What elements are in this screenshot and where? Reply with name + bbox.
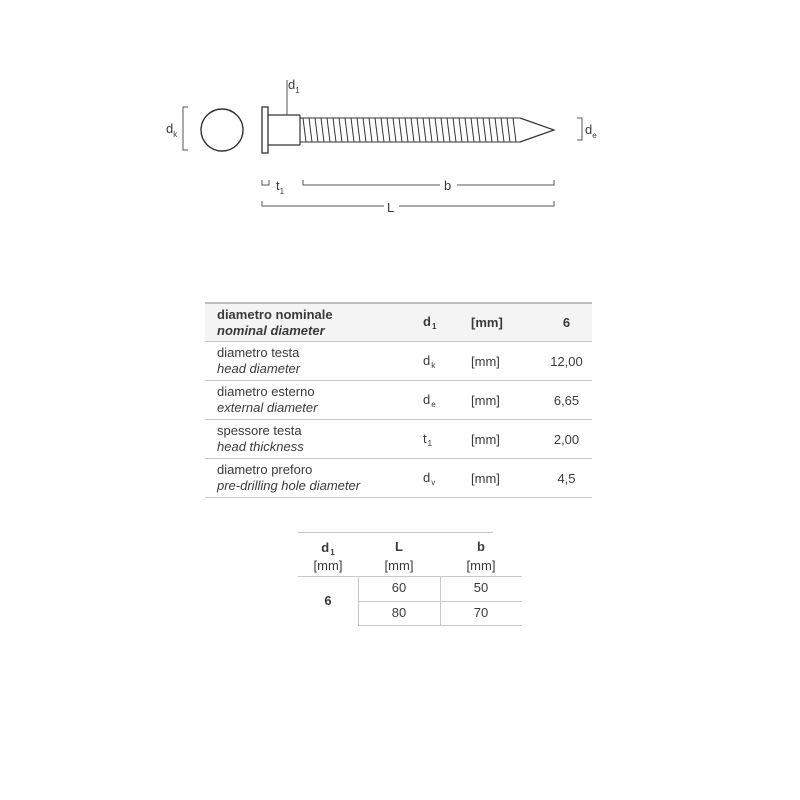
shank-ring <box>495 118 498 142</box>
shank-ring <box>405 118 408 142</box>
shank-ring <box>375 118 378 142</box>
shank-ring <box>477 118 480 142</box>
shank-ring <box>507 118 510 142</box>
shank-ring <box>441 118 444 142</box>
de-label: $d_e$ <box>585 122 597 140</box>
lengths-table <box>298 532 522 626</box>
header-b: b <box>477 539 485 554</box>
spec-row <box>205 342 592 381</box>
header-L: L <box>395 539 403 554</box>
spec-symbol: $d_1$ <box>423 303 471 342</box>
row-1-L: 60 <box>391 580 407 595</box>
spec-label-en: head thickness <box>217 439 304 454</box>
head-top-view <box>201 109 243 151</box>
shank-ring <box>357 118 360 142</box>
d1-value: 6 <box>324 593 332 608</box>
spec-row <box>205 303 592 342</box>
header-L-unit: [mm] <box>384 558 414 573</box>
lengths-row-rule <box>358 601 522 602</box>
L-label: L <box>387 200 395 215</box>
lengths-bottom-rule <box>358 625 522 626</box>
shank-ring <box>423 118 426 142</box>
shank-ring <box>447 118 450 142</box>
t1-label: $t_1$ <box>276 178 285 196</box>
lengths-top-rule <box>298 532 493 533</box>
de-dimension-bracket <box>577 118 582 140</box>
shank-ring <box>351 118 354 142</box>
spec-label-it: diametro preforo <box>217 462 313 477</box>
nail-technical-drawing <box>0 0 800 260</box>
shank-ring <box>513 118 516 142</box>
nail-head <box>262 107 268 153</box>
spec-value: 6,65 <box>541 381 592 420</box>
shank-ring <box>411 118 414 142</box>
spec-label-en: external diameter <box>217 400 318 415</box>
spec-unit: [mm] <box>471 420 541 459</box>
shank-ring <box>453 118 456 142</box>
spec-label-it: diametro nominale <box>217 306 333 322</box>
shank-ring <box>501 118 504 142</box>
spec-symbol: $t_1$ <box>423 420 471 459</box>
b-label: b <box>444 178 452 193</box>
spec-row <box>205 381 592 420</box>
nail-tip <box>520 118 554 142</box>
shank-ring <box>321 118 324 142</box>
shank-ring <box>399 118 402 142</box>
shank-ring <box>471 118 474 142</box>
spec-symbol: $d_e$ <box>423 381 471 420</box>
spec-label <box>205 342 423 381</box>
specifications-table <box>205 302 592 498</box>
t1-dimension-bracket <box>262 180 269 185</box>
shank-ring <box>465 118 468 142</box>
shank-ring <box>309 118 312 142</box>
shank-ring <box>393 118 396 142</box>
shank-ring <box>339 118 342 142</box>
row-2-b: 70 <box>473 605 489 620</box>
shank-ring <box>327 118 330 142</box>
shank-ring <box>345 118 348 142</box>
shank-ring <box>435 118 438 142</box>
shank-ring <box>303 118 306 142</box>
shank-ring <box>381 118 384 142</box>
header-d1: $d_1$ <box>321 540 335 557</box>
spec-unit: [mm] <box>471 342 541 381</box>
spec-unit: [mm] <box>471 303 541 342</box>
shank-ring <box>369 118 372 142</box>
spec-label <box>205 420 423 459</box>
spec-value: 4,5 <box>541 459 592 498</box>
row-2-L: 80 <box>391 605 407 620</box>
spec-label <box>205 381 423 420</box>
spec-label-en: pre-drilling hole diameter <box>217 478 361 493</box>
header-d1-unit: [mm] <box>313 558 343 573</box>
spec-label-it: spessore testa <box>217 423 302 438</box>
spec-label <box>205 459 423 498</box>
shank-ring <box>315 118 318 142</box>
spec-label-en: nominal diameter <box>217 322 325 338</box>
row-1-b: 50 <box>473 580 489 595</box>
dk-label: $d_k$ <box>166 121 178 139</box>
shank-ring <box>387 118 390 142</box>
header-b-unit: [mm] <box>466 558 496 573</box>
L-dimension-line <box>262 201 554 206</box>
shank-ring <box>489 118 492 142</box>
spec-label-en: head diameter <box>217 361 301 376</box>
d1-label: $d_1$ <box>288 77 300 95</box>
shank-ring <box>459 118 462 142</box>
nail-ringed-shank <box>300 118 520 142</box>
shank-ring <box>363 118 366 142</box>
lengths-header-rule <box>298 576 522 577</box>
spec-row <box>205 420 592 459</box>
spec-symbol: $d_v$ <box>423 459 471 498</box>
spec-symbol: $d_k$ <box>423 342 471 381</box>
nail-neck <box>268 115 300 145</box>
spec-row <box>205 459 592 498</box>
spec-value: 6 <box>541 303 592 342</box>
spec-value: 12,00 <box>541 342 592 381</box>
spec-unit: [mm] <box>471 381 541 420</box>
spec-unit: [mm] <box>471 459 541 498</box>
spec-label-it: diametro esterno <box>217 384 315 399</box>
spec-value: 2,00 <box>541 420 592 459</box>
shank-ring <box>483 118 486 142</box>
spec-label <box>205 303 423 342</box>
dk-dimension-bracket <box>183 107 188 150</box>
spec-label-it: diametro testa <box>217 345 300 360</box>
b-dimension-line <box>303 180 554 185</box>
shank-ring <box>429 118 432 142</box>
shank-ring <box>417 118 420 142</box>
shank-ring <box>333 118 336 142</box>
